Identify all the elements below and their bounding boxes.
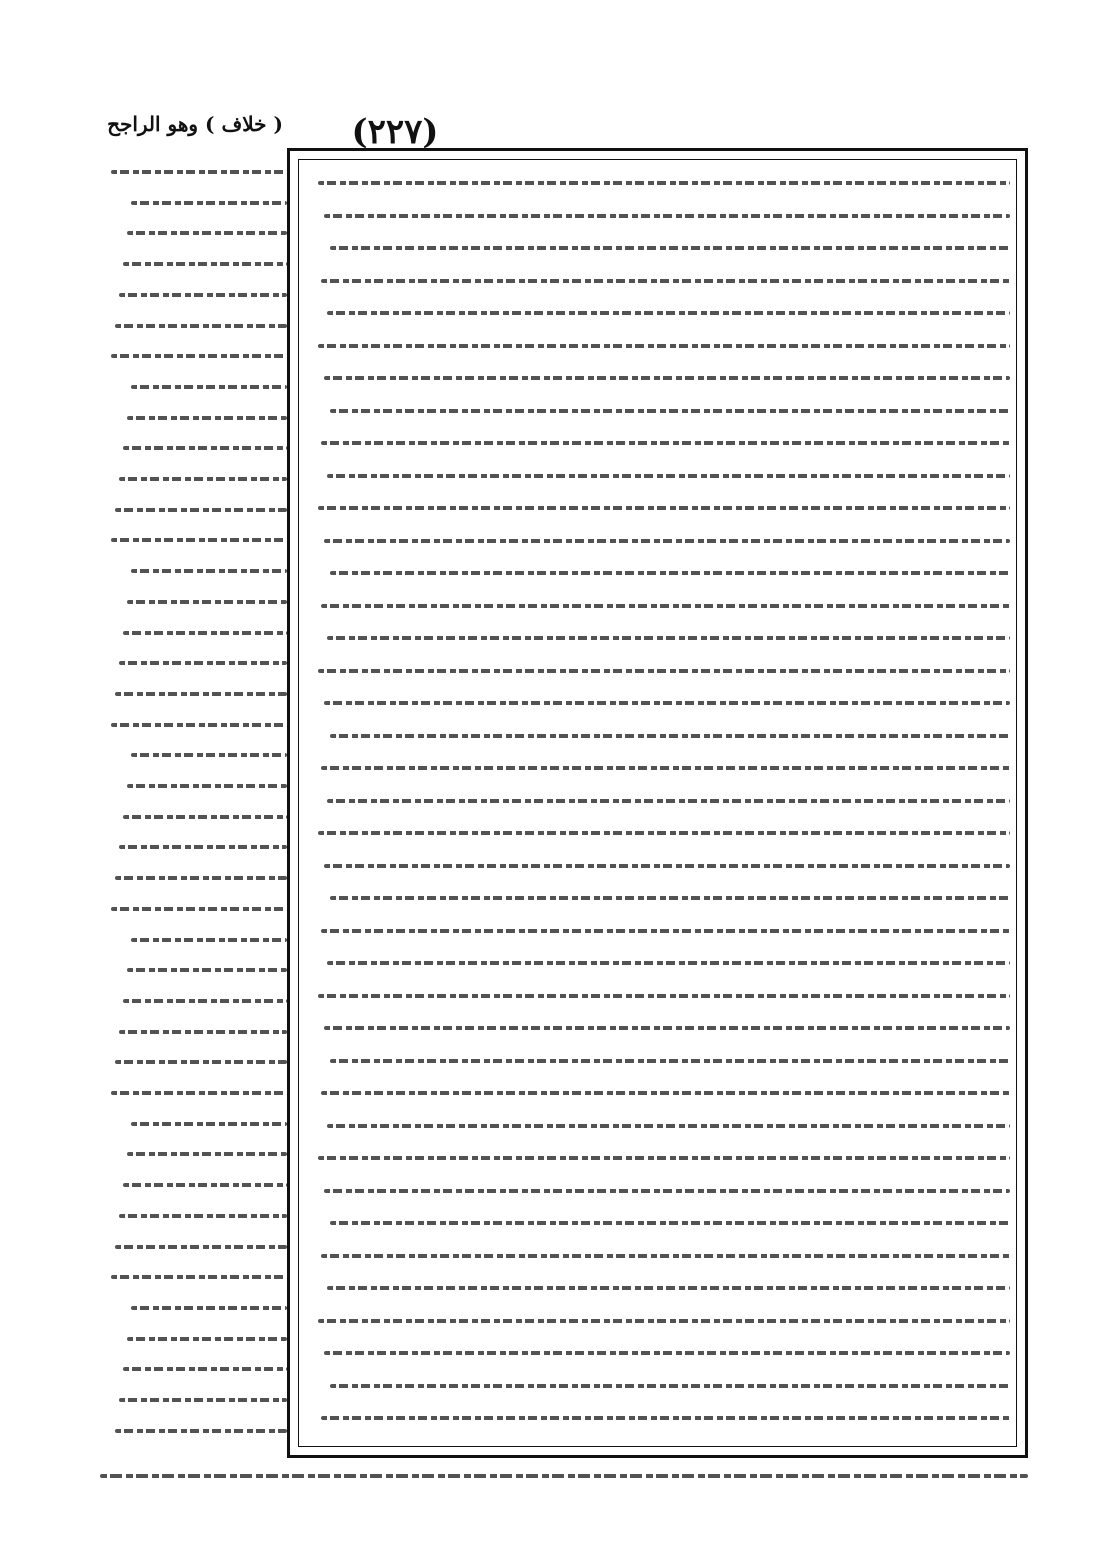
margin-text-line bbox=[123, 999, 287, 1003]
main-text-line bbox=[321, 1254, 1010, 1258]
margin-text-line bbox=[127, 600, 287, 604]
main-text-line bbox=[321, 279, 1010, 283]
main-text-line bbox=[324, 864, 1010, 868]
main-text-line bbox=[330, 246, 1010, 250]
main-text-line bbox=[324, 539, 1010, 543]
margin-text-line bbox=[131, 1306, 287, 1310]
main-text-line bbox=[321, 766, 1010, 770]
margin-text-line bbox=[131, 938, 287, 942]
main-text-line bbox=[324, 1351, 1010, 1355]
margin-text-line bbox=[111, 170, 287, 174]
margin-text-line bbox=[123, 1367, 287, 1371]
main-text-line bbox=[321, 441, 1010, 445]
main-text-line bbox=[324, 214, 1010, 218]
main-text-line bbox=[321, 1416, 1010, 1420]
main-text-line bbox=[327, 1286, 1010, 1290]
margin-commentary bbox=[102, 160, 287, 1460]
footer-line bbox=[100, 1474, 1028, 1478]
margin-text-line bbox=[111, 723, 287, 727]
margin-text-line bbox=[115, 508, 287, 512]
main-text-line bbox=[327, 799, 1010, 803]
margin-text-line bbox=[115, 1429, 287, 1433]
margin-text-line bbox=[115, 876, 287, 880]
main-text-line bbox=[327, 1124, 1010, 1128]
margin-text-line bbox=[111, 354, 287, 358]
margin-text-line bbox=[127, 1152, 287, 1156]
main-text-line bbox=[330, 1059, 1010, 1063]
main-text-line bbox=[318, 1156, 1010, 1160]
page-number: (٢٢٧) bbox=[351, 112, 439, 152]
margin-text-line bbox=[127, 416, 287, 420]
main-text-line bbox=[324, 1189, 1010, 1193]
main-text-line bbox=[324, 1026, 1010, 1030]
margin-text-line bbox=[123, 446, 287, 450]
margin-text-line bbox=[119, 477, 287, 481]
main-text-line bbox=[330, 896, 1010, 900]
margin-text-line bbox=[131, 569, 287, 573]
main-text-line bbox=[318, 506, 1010, 510]
margin-text-line bbox=[111, 1275, 287, 1279]
main-text-line bbox=[318, 181, 1010, 185]
main-text-line bbox=[327, 961, 1010, 965]
main-text-line bbox=[327, 636, 1010, 640]
margin-text-line bbox=[131, 201, 287, 205]
main-text-line bbox=[330, 1384, 1010, 1388]
margin-text-line bbox=[119, 293, 287, 297]
margin-text-line bbox=[127, 968, 287, 972]
margin-text-line bbox=[115, 1060, 287, 1064]
main-text-line bbox=[321, 929, 1010, 933]
main-text-line bbox=[327, 311, 1010, 315]
main-text-line bbox=[318, 669, 1010, 673]
main-text-line bbox=[327, 474, 1010, 478]
margin-text-line bbox=[127, 231, 287, 235]
margin-text-line bbox=[119, 1214, 287, 1218]
margin-text-line bbox=[115, 692, 287, 696]
margin-text-line bbox=[111, 907, 287, 911]
margin-text-line bbox=[119, 845, 287, 849]
main-text-line bbox=[330, 409, 1010, 413]
margin-text-line bbox=[111, 538, 287, 542]
main-text-line bbox=[318, 994, 1010, 998]
margin-text-line bbox=[131, 1122, 287, 1126]
main-text-line bbox=[330, 1221, 1010, 1225]
main-text-line bbox=[321, 1091, 1010, 1095]
margin-text-line bbox=[111, 1091, 287, 1095]
margin-text-line bbox=[127, 1337, 287, 1341]
main-text-line bbox=[324, 701, 1010, 705]
margin-text-line bbox=[123, 815, 287, 819]
main-text-line bbox=[324, 376, 1010, 380]
margin-text-line bbox=[123, 631, 287, 635]
margin-text-line bbox=[119, 1030, 287, 1034]
main-text-line bbox=[318, 344, 1010, 348]
main-text-line bbox=[318, 831, 1010, 835]
main-text-line bbox=[330, 571, 1010, 575]
main-text-line bbox=[321, 604, 1010, 608]
margin-text-line bbox=[127, 784, 287, 788]
margin-header: ( خلاف ) وهو الراجح bbox=[107, 112, 283, 136]
main-text-line bbox=[330, 734, 1010, 738]
margin-text-line bbox=[115, 1245, 287, 1249]
margin-text-line bbox=[115, 324, 287, 328]
main-text-body bbox=[310, 171, 1010, 1441]
main-text-frame bbox=[287, 148, 1028, 1458]
margin-text-line bbox=[123, 262, 287, 266]
margin-text-line bbox=[119, 661, 287, 665]
margin-text-line bbox=[123, 1183, 287, 1187]
main-text-line bbox=[318, 1319, 1010, 1323]
margin-text-line bbox=[131, 385, 287, 389]
margin-text-line bbox=[119, 1398, 287, 1402]
margin-text-line bbox=[131, 753, 287, 757]
